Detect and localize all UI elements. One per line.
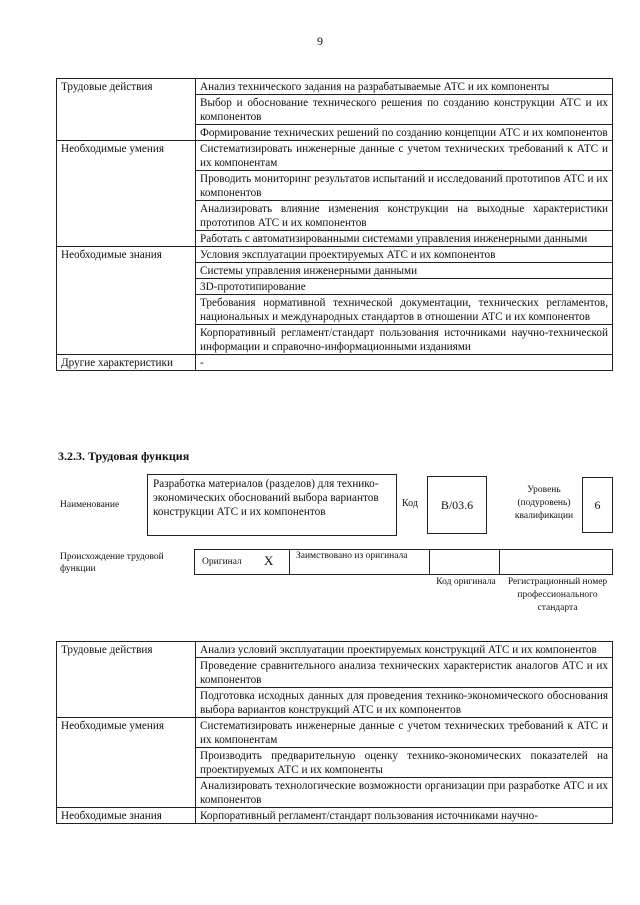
name-label: Наименование	[60, 500, 120, 510]
borrowed-label: Заимствовано из оригинала	[296, 551, 408, 561]
category-cell: Трудовые действия	[57, 642, 196, 718]
requirement-cell: Проводить мониторинг результатов испытаний и исследований прототипов АТС и их компонентов	[196, 171, 613, 201]
origin-code-label: Код оригинала	[436, 577, 496, 587]
page-number: 9	[317, 34, 323, 48]
requirement-cell: Требования нормативной технической документации, технических регламентов, национальных и международных стандартов в отношении АТС и их компонентов	[196, 295, 613, 325]
table-row	[57, 808, 613, 824]
table-row	[57, 79, 613, 95]
requirement-cell: Анализ условий эксплуатации проектируемых конструкций АТС и их компонентов	[196, 642, 613, 658]
category-cell: Другие характеристики	[57, 355, 196, 371]
category-cell: Необходимые умения	[57, 718, 196, 808]
requirement-cell: 3D-прототипирование	[196, 279, 613, 295]
function-name-box: Разработка материалов (разделов) для технико-экономических обоснований выбора вариантов конструкции АТС и их компонентов	[147, 474, 397, 536]
origin-label: Происхождение трудовой функции	[60, 552, 164, 574]
requirements-table-1	[56, 78, 613, 371]
requirement-cell: Систематизировать инженерные данные с учетом технических требований к АТС и их компонентам	[196, 718, 613, 748]
qualification-level-box: 6	[582, 477, 613, 533]
table-row	[57, 247, 613, 263]
requirement-cell: Работать с автоматизированными системами управления инженерными данными	[196, 231, 613, 247]
requirements-table-2	[56, 641, 613, 824]
table-row	[57, 642, 613, 658]
requirement-cell: Системы управления инженерными данными	[196, 263, 613, 279]
requirement-cell: Систематизировать инженерные данные с учетом технических требований к АТС и их компонентам	[196, 141, 613, 171]
table-row	[57, 355, 613, 371]
original-cell	[195, 550, 290, 574]
table-row	[57, 141, 613, 171]
requirement-cell: Формирование технических решений по созданию концепции АТС и их компонентов	[196, 125, 613, 141]
borrowed-cell	[290, 550, 430, 574]
origin-code-cell	[430, 550, 500, 574]
registration-number-label: Регистрационный номер профессионального стандарта	[507, 577, 608, 613]
requirement-cell: Анализ технического задания на разрабатываемые АТС и их компоненты	[196, 79, 613, 95]
requirement-cell: Подготовка исходных данных для проведения технико-экономического обоснования выбора вариантов конструкций АТС и их компонентов	[196, 688, 613, 718]
requirement-cell: -	[196, 355, 613, 371]
requirement-cell: Корпоративный регламент/стандарт пользования источниками научно-технической информации и справочно-информационными изданиями	[196, 325, 613, 355]
category-cell: Необходимые знания	[57, 247, 196, 355]
requirement-cell: Производить предварительную оценку технико-экономических показателей на проектируемых АТС и их компоненты	[196, 748, 613, 778]
requirement-cell: Анализировать технологические возможности организации при разработке АТС и их компонентов	[196, 778, 613, 808]
requirement-cell: Корпоративный регламент/стандарт пользования источниками научно-	[196, 808, 613, 824]
original-label: Оригинал	[202, 557, 242, 567]
category-cell: Необходимые умения	[57, 141, 196, 247]
code-label: Код	[402, 498, 418, 509]
qualification-level-label: Уровень (подуровень) квалификации	[514, 485, 574, 521]
category-cell: Трудовые действия	[57, 79, 196, 141]
requirement-cell: Условия эксплуатации проектируемых АТС и их компонентов	[196, 247, 613, 263]
requirement-cell: Выбор и обоснование технического решения по созданию конструкции АТС и их компонентов	[196, 95, 613, 125]
requirement-cell: Проведение сравнительного анализа технических характеристик аналогов АТС и их компонентов	[196, 658, 613, 688]
original-mark: X	[264, 553, 274, 568]
origin-row	[194, 549, 613, 575]
table-row	[57, 718, 613, 748]
function-code-box: B/03.6	[427, 476, 487, 534]
requirement-cell: Анализировать влияние изменения конструкции на выходные характеристики прототипов АТС и их компонентов	[196, 201, 613, 231]
section-heading: 3.2.3. Трудовая функция	[58, 449, 190, 463]
category-cell: Необходимые знания	[57, 808, 196, 824]
